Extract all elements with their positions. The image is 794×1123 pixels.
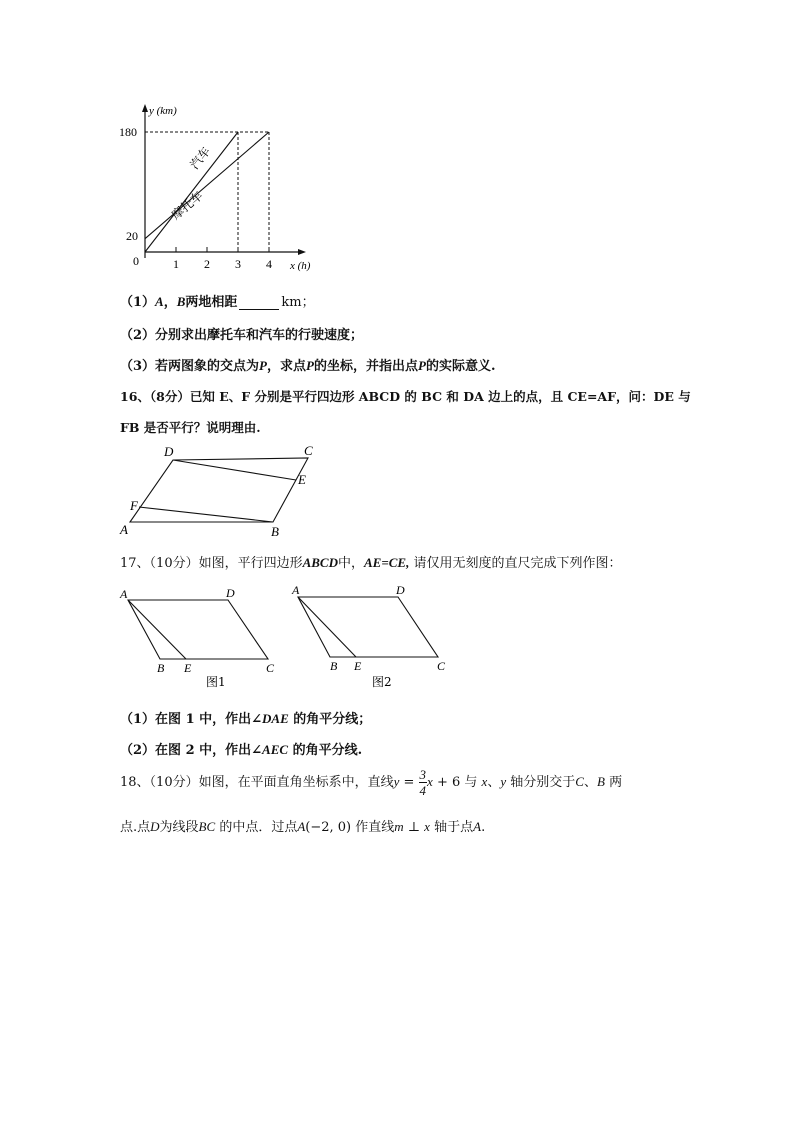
q17-figure-1 [118, 582, 288, 690]
q18-line2: 点.点D为线段BC 的中点．过点A(−2, 0) 作直线m ⊥ x 轴于点A. [120, 819, 486, 835]
origin-label: 0 [133, 254, 139, 268]
q15-part2: （2）分别求出摩托车和汽车的行驶速度； [120, 328, 364, 343]
q16-line2: FB 是否平行？说明理由. [120, 420, 261, 435]
svg-text:D: D [226, 586, 235, 600]
svg-text:E: E [184, 661, 192, 675]
svg-text:A: A [292, 583, 300, 597]
series-line-motorcycle [145, 132, 269, 239]
label-D: D [164, 444, 174, 459]
series-label-car: 汽车 [187, 144, 214, 172]
svg-text:C: C [437, 659, 446, 673]
x-tick-2: 2 [204, 257, 210, 271]
segment-DE [173, 460, 296, 480]
x-tick-3: 3 [235, 257, 241, 271]
q16-parallelogram-figure [118, 440, 320, 540]
series-label-motorcycle: 摩托车 [168, 188, 206, 223]
fig1-caption: 图1 [206, 675, 226, 689]
segment-AE [298, 597, 356, 657]
x-tick-4: 4 [266, 257, 272, 271]
q16-line1: 16、（8分）已知 E、F 分别是平行四边形 ABCD 的 BC 和 DA 边上的点，且 CE=AF，问：DE 与 [120, 389, 691, 404]
x-axis-label: x (h) [290, 260, 311, 272]
svg-text:D: D [396, 583, 405, 597]
svg-text:B: B [157, 661, 165, 675]
q15-part3: （3）若两图象的交点为P，求点P的坐标，并指出点P的实际意义. [120, 358, 496, 374]
x-tick-1: 1 [173, 257, 179, 271]
y-axis-arrow [142, 104, 148, 112]
svg-text:A: A [120, 587, 128, 601]
fig2-caption: 图2 [372, 675, 392, 689]
label-E: E [298, 472, 306, 487]
q17-sub1: （1）在图 1 中，作出∠DAE 的角平分线； [120, 711, 372, 727]
label-B: B [271, 524, 279, 539]
answer-blank[interactable] [239, 297, 279, 310]
distance-time-chart [118, 100, 328, 275]
x-axis-arrow [298, 249, 306, 255]
y-tick-180: 180 [119, 125, 137, 139]
q17-figure-2 [288, 582, 453, 690]
segment-FB [139, 507, 273, 522]
svg-text:C: C [266, 661, 275, 675]
fraction-three-quarters: $\frac{3}{4}$ [419, 767, 427, 798]
svg-text:B: B [330, 659, 338, 673]
svg-text:E: E [354, 659, 362, 673]
label-C: C [304, 443, 313, 458]
label-A: A [120, 522, 128, 537]
label-F: F [130, 498, 138, 513]
segment-AE [128, 600, 186, 659]
q17-sub2: （2）在图 2 中，作出∠AEC 的角平分线. [120, 742, 363, 758]
y-tick-20: 20 [126, 229, 138, 243]
y-axis-label: y (km) [149, 105, 177, 117]
q17-line1: 17、（10分）如图，平行四边形ABCD中，AE=CE, 请仅用无刻度的直尺完成下列作图： [120, 555, 622, 571]
q18-line1: 18、（10分）如图，在平面直角坐标系中，直线y = $\frac{3}{4}$ x + 6 与 x、y 轴分别交于C、B 两 [120, 767, 623, 798]
q15-part1: （1）A，B两地相距 km； [120, 294, 315, 310]
